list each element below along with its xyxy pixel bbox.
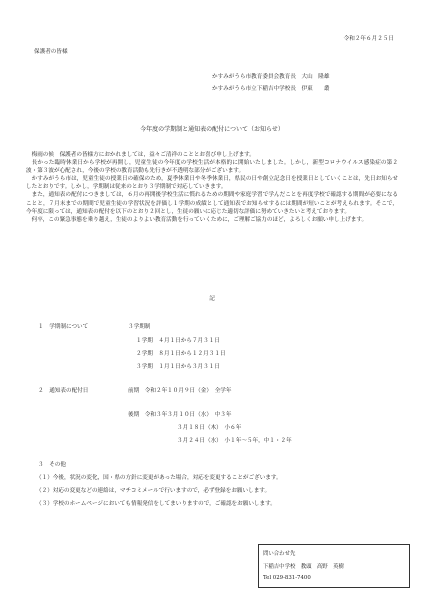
term-3: ３学期 １月１日から３月３１日 — [136, 364, 220, 370]
latter-term-distribution-1: 後期 令和３年３月１０日（水） 中３年 — [128, 412, 232, 418]
addressee: 保護者の皆様 — [34, 49, 68, 55]
section-1-value: ３学期制 — [128, 324, 151, 330]
contact-person: 下稲吉中学校 教頭 高野 英樹 — [263, 564, 344, 570]
section-1-label: １ 学期制について — [38, 324, 89, 330]
term-2: ２学期 ８月１日から１２月３１日 — [136, 351, 226, 357]
section-3-label: ３ その他 — [38, 462, 66, 468]
body-paragraph-3: かすみがうら市は，児童生徒の授業日の確保のため，夏季休業日や冬季休業日，県民の日や創立記念日を授業日としていくことは，先日お知らせしたとおりです。しかし，学期制は従来のとおり３学期制で対応していきます。 — [26, 176, 398, 191]
ki-heading: 記 — [209, 296, 215, 302]
latter-term-distribution-2: ３月１８日（木） 小６年 — [177, 425, 242, 431]
body-paragraph-2: 長かった臨時休業日から学校が再開し，児童生徒の今年度の学校生活が本格的に開始いたしました。しかし，新型コロナウイルス感染症の第２波・第３波が心配され，今後の学校の教育活動も先行きが不透明な部分がございます。 — [26, 160, 398, 175]
contact-box — [258, 544, 410, 588]
contact-phone: Tel 029-831-7400 — [263, 575, 311, 581]
sender-line-2: かすみがうら市立下稲吉中学校長 伊東 叢 — [212, 86, 330, 92]
other-item-1: （１）今後，状況の変化，国・県の方針に変更があった場合，対応を変更することがございます。 — [36, 475, 282, 481]
body-text — [26, 151, 398, 224]
document-date: 令和２年６月２５日 — [343, 36, 394, 42]
contact-heading: 問い合わせ先 — [263, 551, 296, 557]
first-term-distribution: 前期 令和２年１０月９日（金） 全学年 — [128, 388, 232, 394]
section-2-label: ２ 通知表の配付日 — [38, 388, 89, 394]
sender-line-1: かすみがうら市教育委員会教育長 大山 隆雄 — [212, 74, 330, 80]
term-1: １学期 ４月１日から７月３１日 — [136, 338, 220, 344]
latter-term-distribution-3: ３月２４日（水） 小１年～５年，中１・２年 — [177, 438, 292, 444]
body-paragraph-4: また，通知表の配付につきましては，６月の再開後学校生活に慣れるための期間や家庭学習で学んだことを再度学校で確認する期間が必要になることと，７月末までの期間で児童生徒の学習状況を評価し１学期の成績として通知表でお知らせするには期間が短いことが考えられます。そこで，今年度に限っては，通知表の配付を以下のとおり２回とし，生徒の願いに応じた適切な評価に努めていきたいと考えております。 — [26, 192, 398, 215]
body-paragraph-1: 梅雨の候 保護者の皆様方におかれましては，益々ご清祥のこととお喜び申し上げます。 — [31, 152, 255, 158]
other-item-3: （３）学校のホームページにおいても情報発信をしてまいりますので，ご確認をお願いします。 — [36, 501, 276, 507]
other-item-2: （２）対応の変更などの連絡は，マチコミメールで行いますので，必ず登録をお願いします。 — [36, 488, 271, 494]
document-title: 今年度の学期制と通知表の配付について（お知らせ） — [140, 126, 284, 133]
body-paragraph-5: 何卒，この緊急事態を乗り越え，生徒のよりよい教育活動を行っていくために，ご理解ご協力のほど，よろしくお願い申し上げます。 — [31, 216, 368, 223]
